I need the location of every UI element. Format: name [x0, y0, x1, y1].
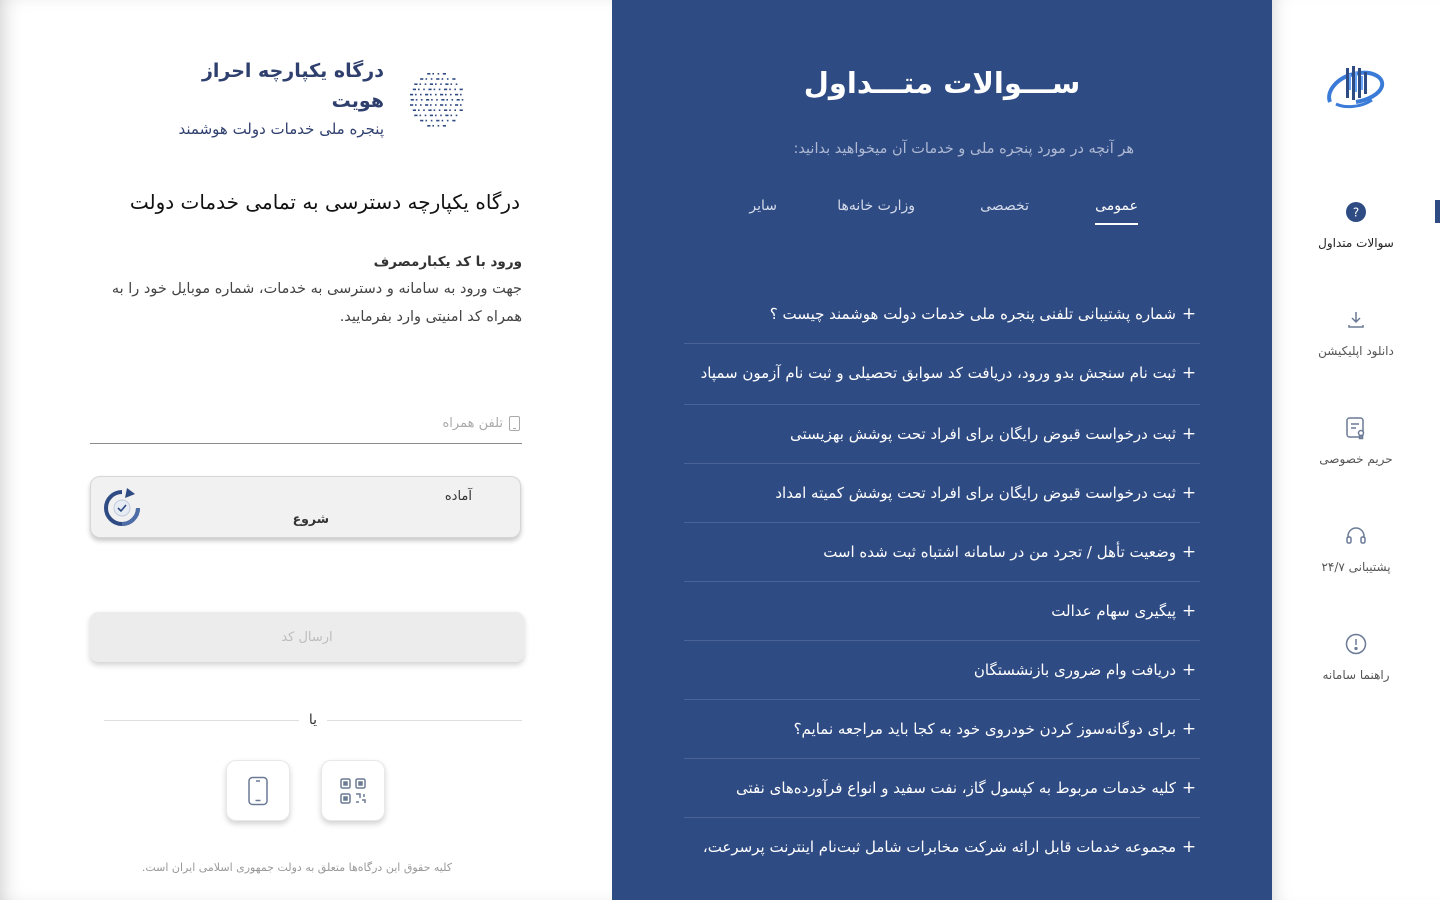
globe-dot — [443, 125, 446, 127]
globe-dot — [456, 83, 458, 85]
otp-title: ورود با کد یکبارمصرف — [373, 254, 522, 270]
globe-dot — [455, 104, 458, 106]
send-code-button[interactable]: ارسال کد — [90, 612, 524, 662]
globe-dot — [445, 115, 448, 117]
otp-description: جهت ورود به سامانه و دسترسی به خدمات، شماره موبایل خود را به همراه کد امنیتی وارد بفرمایید. — [111, 281, 522, 325]
expand-plus-icon: + — [1181, 778, 1197, 798]
mobile-phone-icon — [509, 416, 520, 431]
expand-plus-icon: + — [1181, 542, 1197, 562]
globe-dot — [425, 104, 428, 106]
expand-plus-icon: + — [1181, 424, 1197, 444]
globe-dot — [413, 89, 416, 91]
globe-dot — [420, 120, 423, 122]
expand-plus-icon: + — [1181, 660, 1197, 680]
divider-or-label: یا — [308, 712, 318, 728]
qr-login-button[interactable] — [321, 760, 385, 821]
nav-item-privacy[interactable] — [1292, 416, 1420, 480]
globe-dot — [415, 104, 417, 106]
globe-dot — [439, 89, 441, 91]
globe-dot — [434, 109, 436, 111]
globe-dot — [435, 83, 437, 85]
globe-dot — [441, 99, 444, 101]
faq-question: کلیه خدمات مربوط به کپسول گاز، نفت سفید و انواع فرآورده‌های نفتی — [736, 779, 1176, 797]
nav-label: راهنما سامانه — [1322, 668, 1390, 682]
expand-plus-icon: + — [1181, 719, 1197, 739]
expand-plus-icon: + — [1181, 601, 1197, 621]
globe-dot — [452, 78, 455, 80]
globe-dot — [435, 115, 437, 117]
nav-label: حریم خصوصی — [1319, 452, 1393, 466]
globe-dot — [449, 109, 451, 111]
globe-dot — [454, 109, 456, 111]
faq-question: مجموعه خدمات قابل ارائه شرکت مخابرات شامل ثبت‌نام اینترنت پرسرعت، — [702, 838, 1176, 856]
globe-dot — [454, 89, 456, 91]
globe-logo-icon — [400, 69, 470, 129]
globe-dot — [414, 115, 417, 117]
faq-item[interactable] — [684, 405, 1200, 464]
faq-item[interactable] — [684, 818, 1200, 876]
nav-item-faq[interactable] — [1292, 200, 1420, 264]
expand-plus-icon: + — [1181, 304, 1197, 324]
globe-dot — [425, 83, 427, 85]
globe-dot — [418, 109, 420, 111]
globe-dot — [460, 109, 463, 111]
phone-input[interactable] — [203, 416, 503, 431]
nav-label: دانلود اپلیکیشن — [1318, 344, 1394, 358]
divider-line — [104, 720, 299, 721]
divider-line — [327, 720, 522, 721]
faq-item[interactable] — [684, 285, 1200, 344]
globe-dot — [425, 94, 428, 96]
mobile-app-login-button[interactable] — [226, 760, 290, 821]
info-icon — [1344, 632, 1368, 656]
nav-item-download-app[interactable] — [1292, 308, 1420, 372]
globe-dot — [460, 94, 462, 96]
globe-dot — [436, 78, 439, 80]
faq-question: شماره پشتیبانی تلفنی پنجره ملی خدمات دولت هوشمند چیست ؟ — [769, 305, 1176, 323]
globe-dot — [436, 120, 439, 122]
faq-question: پیگیری سهام عدالت — [1051, 602, 1176, 620]
smartphone-icon — [247, 776, 269, 806]
globe-dot — [425, 115, 427, 117]
globe-dot — [443, 73, 446, 75]
nav-label: پشتیبانی ۲۴/۷ — [1321, 560, 1391, 574]
captcha-logo-icon — [101, 488, 143, 528]
globe-dot — [446, 99, 448, 101]
globe-dot — [432, 73, 434, 75]
globe-dot — [430, 104, 432, 106]
globe-dot — [457, 99, 460, 101]
or-divider — [104, 708, 522, 732]
qr-code-icon — [339, 777, 367, 805]
question-icon — [1344, 200, 1368, 224]
captcha-start-button[interactable]: شروع — [292, 511, 329, 526]
faq-question: وضعیت تأهل / تجرد من در سامانه اشتباه ثبت شده است — [823, 543, 1176, 561]
globe-dot — [450, 104, 452, 106]
faq-item[interactable] — [684, 582, 1200, 641]
globe-dot — [438, 73, 440, 75]
faq-question: ثبت نام سنجش بدو ورود، دریافت کد سوابق تحصیلی و ثبت نام آزمون سمپاد — [700, 364, 1176, 382]
faq-item[interactable] — [684, 523, 1200, 582]
globe-dot — [426, 78, 428, 80]
globe-dot — [451, 115, 453, 117]
globe-dot — [436, 99, 438, 101]
globe-dot — [447, 120, 449, 122]
globe-dot — [427, 125, 430, 127]
login-heading: درگاه یکپارچه دسترسی به تمامی خدمات دولت — [129, 190, 520, 214]
globe-dot — [413, 109, 416, 111]
globe-dot — [430, 115, 433, 117]
globe-dot — [440, 115, 442, 117]
globe-dot — [411, 99, 414, 101]
faq-item[interactable] — [684, 464, 1200, 523]
globe-dot — [452, 120, 455, 122]
faq-question: برای دوگانه‌سوز کردن خودروی خود به کجا باید مراجعه نمایم؟ — [793, 720, 1176, 738]
nav-item-guide[interactable] — [1292, 632, 1420, 696]
brand-title: درگاه یکپارچه احراز هویت — [201, 60, 384, 112]
phone-field[interactable] — [90, 404, 522, 444]
login-panel — [0, 0, 612, 900]
tab-other[interactable]: سایر — [749, 198, 777, 214]
captcha-status: آماده — [444, 489, 472, 504]
globe-dot — [456, 115, 458, 117]
globe-dot — [435, 104, 437, 106]
globe-dot — [420, 78, 423, 80]
globe-dot — [452, 99, 454, 101]
globe-dot — [449, 89, 451, 91]
headset-icon — [1344, 524, 1368, 548]
brand-subtitle: پنجره ملی خدمات دولت هوشمند — [178, 120, 384, 138]
faq-item[interactable] — [684, 700, 1200, 759]
globe-dot — [450, 94, 452, 96]
globe-dot — [445, 83, 448, 85]
globe-dot — [428, 89, 431, 91]
faq-panel — [612, 0, 1272, 900]
nav-rail — [1272, 0, 1440, 900]
globe-dot — [410, 104, 413, 106]
faq-item[interactable] — [684, 759, 1200, 818]
globe-dot — [444, 89, 447, 91]
globe-dot — [431, 78, 433, 80]
globe-dot — [416, 99, 418, 101]
globe-dot — [445, 104, 447, 106]
globe-dot — [420, 83, 422, 85]
globe-dot — [423, 89, 425, 91]
globe-dot — [410, 94, 413, 96]
globe-dot — [426, 99, 429, 101]
globe-dot — [420, 94, 422, 96]
globe-dot — [423, 109, 425, 111]
globe-dot — [439, 109, 441, 111]
globe-dot — [434, 89, 436, 91]
download-icon — [1344, 308, 1368, 332]
tab-general[interactable]: عمومی — [1095, 198, 1138, 225]
globe-dot — [445, 94, 447, 96]
scroll-indicator — [1435, 200, 1440, 223]
globe-dot — [427, 73, 430, 75]
privacy-document-icon — [1344, 416, 1368, 440]
faq-question: ثبت درخواست قبوض رایگان برای افراد تحت پوشش کمیته امداد — [775, 484, 1176, 502]
globe-dot — [432, 125, 434, 127]
globe-dot — [431, 120, 433, 122]
globe-dot — [430, 94, 432, 96]
globe-dot — [421, 99, 423, 101]
globe-dot — [415, 94, 417, 96]
globe-dot — [430, 83, 433, 85]
tab-specialized[interactable]: تخصصی — [980, 198, 1029, 214]
faq-subtitle: هر آنچه در مورد پنجره ملی و خدمات آن میخواهید بدانید: — [793, 141, 1134, 157]
globe-dot — [444, 109, 447, 111]
globe-dot — [428, 109, 431, 111]
faq-tabs — [612, 198, 1272, 230]
globe-dot — [460, 104, 462, 106]
globe-dot — [420, 104, 422, 106]
captcha-widget[interactable] — [90, 476, 521, 538]
globe-dot — [418, 89, 420, 91]
faq-list — [684, 285, 1200, 876]
globe-dot — [414, 83, 417, 85]
expand-plus-icon: + — [1181, 363, 1197, 383]
brand-header — [150, 60, 470, 138]
faq-question: ثبت درخواست قبوض رایگان برای افراد تحت پوشش بهزیستی — [790, 425, 1176, 443]
faq-title: ســـوالات متـــداول — [803, 66, 1081, 100]
tab-ministries[interactable]: وزارت خانه‌ها — [837, 198, 915, 214]
globe-dot — [435, 94, 437, 96]
nav-item-support[interactable] — [1292, 524, 1420, 588]
globe-dot — [462, 99, 464, 101]
globe-dot — [442, 78, 444, 80]
globe-dot — [431, 99, 433, 101]
expand-plus-icon: + — [1181, 483, 1197, 503]
svg-text:?: ? — [1352, 205, 1360, 220]
faq-question: دریافت وام ضروری بازنشستگان — [973, 661, 1176, 679]
globe-dot — [440, 104, 443, 106]
globe-dot — [451, 83, 453, 85]
globe-dot — [438, 125, 440, 127]
faq-item[interactable] — [684, 344, 1200, 405]
globe-dot — [440, 83, 442, 85]
nav-label: سوالات متداول — [1318, 236, 1394, 250]
globe-dot — [447, 78, 449, 80]
globe-dot — [460, 89, 463, 91]
globe-dot — [440, 94, 443, 96]
expand-plus-icon: + — [1181, 837, 1197, 857]
faq-item[interactable] — [684, 641, 1200, 700]
globe-dot — [442, 120, 444, 122]
portal-logo-icon — [1324, 64, 1388, 112]
globe-dot — [455, 94, 458, 96]
copyright-notice: کلیه حقوق این درگاه‌ها متعلق به دولت جمهوری اسلامی ایران است. — [141, 861, 452, 874]
globe-dot — [426, 120, 428, 122]
globe-dot — [420, 115, 422, 117]
